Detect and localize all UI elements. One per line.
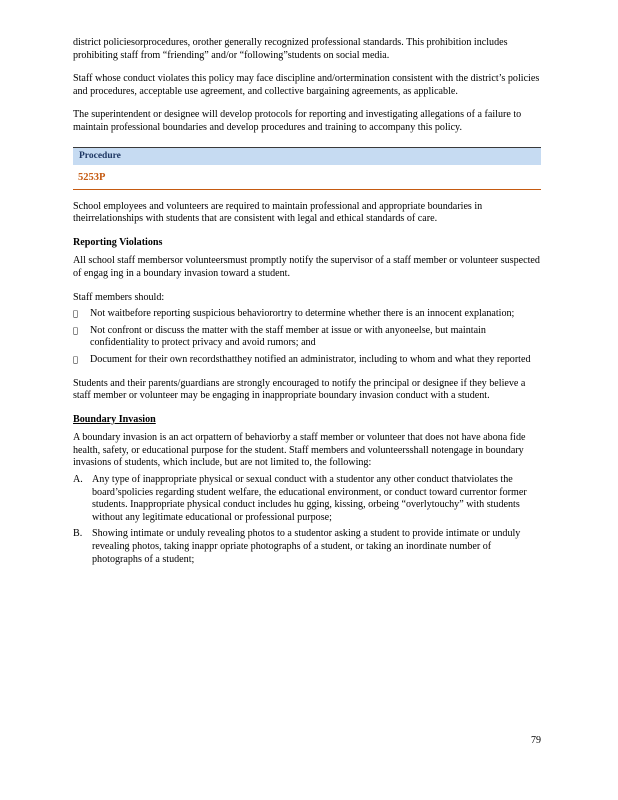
paragraph-policy-prohibition: district policiesorprocedures, orother generally recognized professional standards. This prohibition includes prohibiting staff from “friending” and/or “following”students on social media. [73, 37, 508, 61]
list-item-text: Showing intimate or unduly revealing photos to a studentor asking a student to provide intimate or unduly revealing photos, taking inappr opriate photographs of a student, or taking an inordinate number of photographs of a student; [92, 528, 521, 565]
paragraph-staff-should: Staff members should: [73, 291, 165, 303]
list-item [73, 474, 541, 524]
page-content [73, 37, 541, 566]
paragraph-boundary-definition: A boundary invasion is an act orpattern of behaviorby a staff member or volunteer that does not have abona fide health, safety, or educational purpose for the student. Staff members and volunteersshall notengage in boundary invasions of students, which include, but are not limited to, the following: [73, 432, 526, 469]
paragraph-notify-supervisor: All school staff membersor volunteersmust promptly notify the supervisor of a staff member or volunteer suspected of engag ing in a boundary invasion toward a student. [73, 255, 540, 279]
paragraph-superintendent: The superintendent or designee will develop protocols for reporting and investigating allegations of a failure to maintain professional boundaries and develop procedures and training to accompany this policy. [73, 109, 522, 133]
heading-boundary-invasion: Boundary Invasion [73, 413, 156, 425]
heading-reporting-violations: Reporting Violations [73, 236, 163, 248]
bullet-text: Document for their own recordsthatthey notified an administrator, including to whom and what they reported [90, 353, 531, 365]
bullet-item [73, 354, 541, 367]
bullet-text: Not waitbefore reporting suspicious behaviorortry to determine whether there is an innocent explanation; [90, 308, 515, 320]
bullet-icon [73, 308, 90, 321]
procedure-bottom-rule [73, 189, 541, 190]
bullet-icon [73, 325, 90, 350]
policy-number: 5253P [78, 171, 106, 183]
list-item-label: A. [73, 474, 83, 486]
page-number: 79 [531, 735, 541, 746]
paragraph-students-parents: Students and their parents/guardians are strongly encouraged to notify the principal or designee if they believe a staff member or volunteer may be engaging in inappropriate boundary invasion conduct with a student. [73, 377, 526, 402]
list-item [73, 528, 541, 566]
bullet-item [73, 325, 541, 350]
paragraph-discipline: Staff whose conduct violates this policy may face discipline and/ortermination consistent with the district’s policies and procedures, acceptable use agreement, and collective bargaining agreements, as applicable. [73, 73, 540, 97]
list-item-label: B. [73, 528, 83, 540]
bullet-text: Not confront or discuss the matter with the staff member at issue or with anyoneelse, but maintain confidentiality to protect privacy and avoid rumors; and [90, 324, 486, 349]
bullet-icon [73, 354, 90, 367]
paragraph-requirements: School employees and volunteers are required to maintain professional and appropriate boundaries in theirrelationships with students that are consistent with legal and ethical standards of care. [73, 200, 483, 225]
procedure-label: Procedure [79, 150, 121, 161]
list-item-text: Any type of inappropriate physical or sexual conduct with a studentor any other conduct thatviolates the board’spolicies regarding student welfare, the educational environment, or conduct toward currentor former students. Inappropriate physical conduct includes hu gging, kissing, orbeing “overlytouchy” with students without any legitimate educational or professional purpose; [92, 474, 527, 523]
procedure-banner [73, 148, 541, 165]
bullet-item [73, 308, 541, 321]
